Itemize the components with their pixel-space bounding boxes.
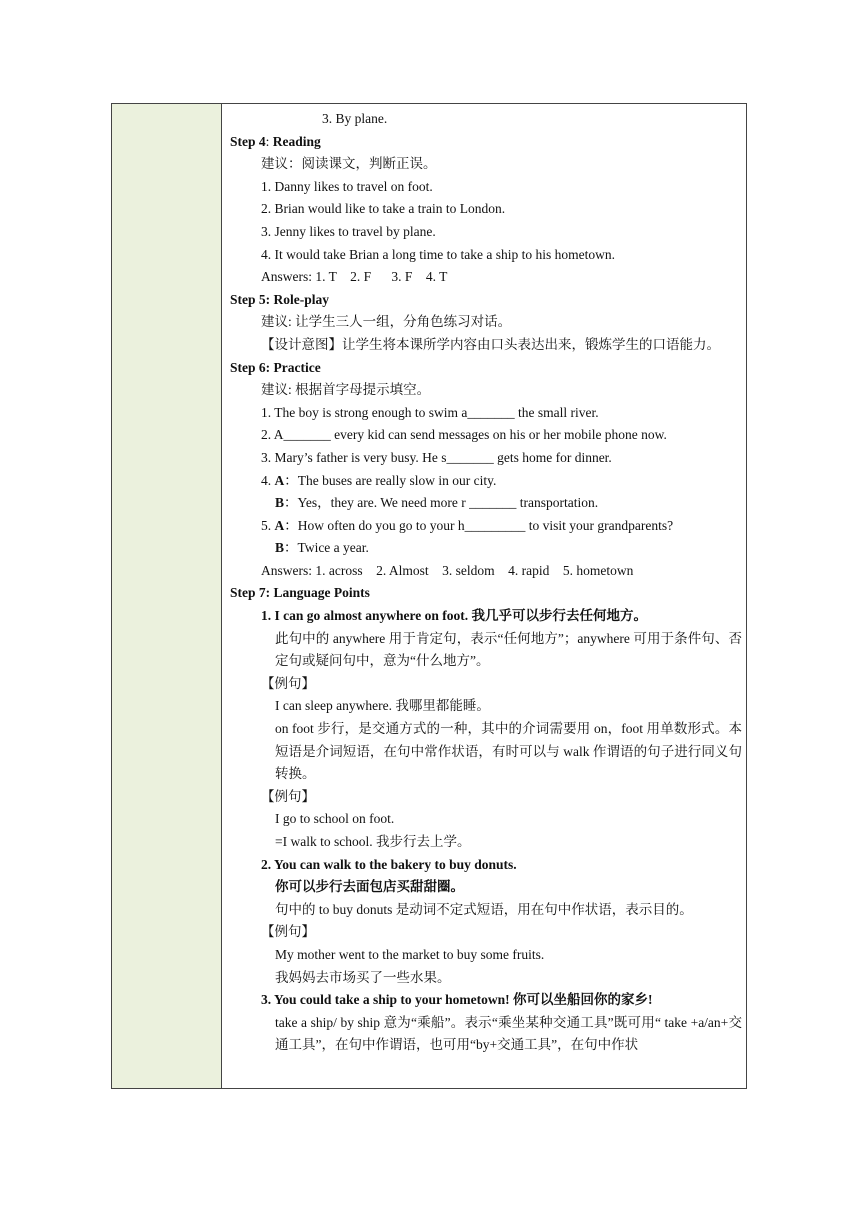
on-foot-example-2: =I walk to school. 我步行去上学。 <box>275 834 471 849</box>
exercise-4-b: B：Yes，they are. We need more r _______ transportation. <box>275 495 599 511</box>
step-6-suggestion: 建议: 根据首字母提示填空。 <box>261 382 431 398</box>
step-5-suggestion: 建议: 让学生三人一组，分角色练习对话。 <box>261 314 512 330</box>
left-column-cell <box>112 104 222 1088</box>
design-intent: 【设计意图】让学生将本课所学内容由口头表达出来，锻炼学生的口语能力。 <box>261 336 720 352</box>
step-7-heading: Step 7: Language Points <box>230 585 370 601</box>
language-point-1-explanation: 此句中的 anywhere 用于肯定句，表示“任何地方”；anywhere 可用于条件句、否定句或疑问句中，意为“什么地方”。 <box>275 630 742 669</box>
exercise-5-b: B：Twice a year. <box>275 540 369 556</box>
language-point-2-explanation: 句中的 to buy donuts 是动词不定式短语，用在句中作状语，表示目的。 <box>275 901 693 917</box>
example-label-3: 【例句】 <box>261 924 315 940</box>
example-label-2: 【例句】 <box>261 788 315 804</box>
statement-1: 1. Danny likes to travel on foot. <box>261 178 433 194</box>
language-point-2-translation: 你可以步行去面包店买甜甜圈。 <box>275 879 464 895</box>
exercise-4-a: 4. A：The buses are really slow in our city. <box>261 472 497 488</box>
language-point-2-example-translation: 我妈妈去市场买了一些水果。 <box>275 969 451 985</box>
step-6-answers: Answers: 1. across 2. Almost 3. seldom 4. rapid 5. hometown <box>261 562 634 578</box>
step-5-heading: Step 5: Role-play <box>230 291 329 307</box>
on-foot-explanation: on foot 步行，是交通方式的一种，其中的介词需要用 on，foot 用单数形式。本短语是介词短语，在句中常作状语，有时可以与 walk 作谓语的句子进行同义句转换。 <box>275 721 742 782</box>
answer-line-3: 3. By plane. <box>322 111 388 126</box>
language-point-1-example: I can sleep anywhere. 我哪里都能睡。 <box>275 698 490 714</box>
content-cell <box>230 108 742 1057</box>
language-point-1-title: 1. I can go almost anywhere on foot. 我几乎可以步行去任何地方。 <box>261 608 647 624</box>
on-foot-example-1: I go to school on foot. <box>275 811 395 827</box>
exercise-2: 2. A_______ every kid can send messages on his or her mobile phone now. <box>261 427 667 443</box>
step-4-heading: Step 4: Reading <box>230 133 321 149</box>
exercise-5-a: 5. A：How often do you go to your h_________ to visit your grandparents? <box>261 517 674 533</box>
example-label-1: 【例句】 <box>261 675 315 691</box>
lesson-table <box>111 103 747 1089</box>
language-point-3-title: 3. You could take a ship to your hometown! 你可以坐船回你的家乡! <box>261 992 653 1008</box>
exercise-1: 1. The boy is strong enough to swim a_______ the small river. <box>261 404 599 420</box>
language-point-3-explanation: take a ship/ by ship 意为“乘船”。表示“乘坐某种交通工具”既可用“ take +a/an+交通工具”，在句中作谓语，也可用“by+交通工具”，在句中作状 <box>275 1014 742 1053</box>
language-point-2-title: 2. You can walk to the bakery to buy donuts. <box>261 856 517 872</box>
language-point-2-example: My mother went to the market to buy some fruits. <box>275 946 545 962</box>
statement-2: 2. Brian would like to take a train to London. <box>261 201 506 217</box>
statement-4: 4. It would take Brian a long time to take a ship to his hometown. <box>261 246 615 262</box>
step-4-answers: Answers: 1. T 2. F 3. F 4. T <box>261 269 448 285</box>
statement-3: 3. Jenny likes to travel by plane. <box>261 223 436 239</box>
step-6-heading: Step 6: Practice <box>230 359 321 375</box>
step-4-suggestion: 建议：阅读课文，判断正误。 <box>261 156 437 172</box>
exercise-3: 3. Mary’s father is very busy. He s_______ gets home for dinner. <box>261 449 612 465</box>
